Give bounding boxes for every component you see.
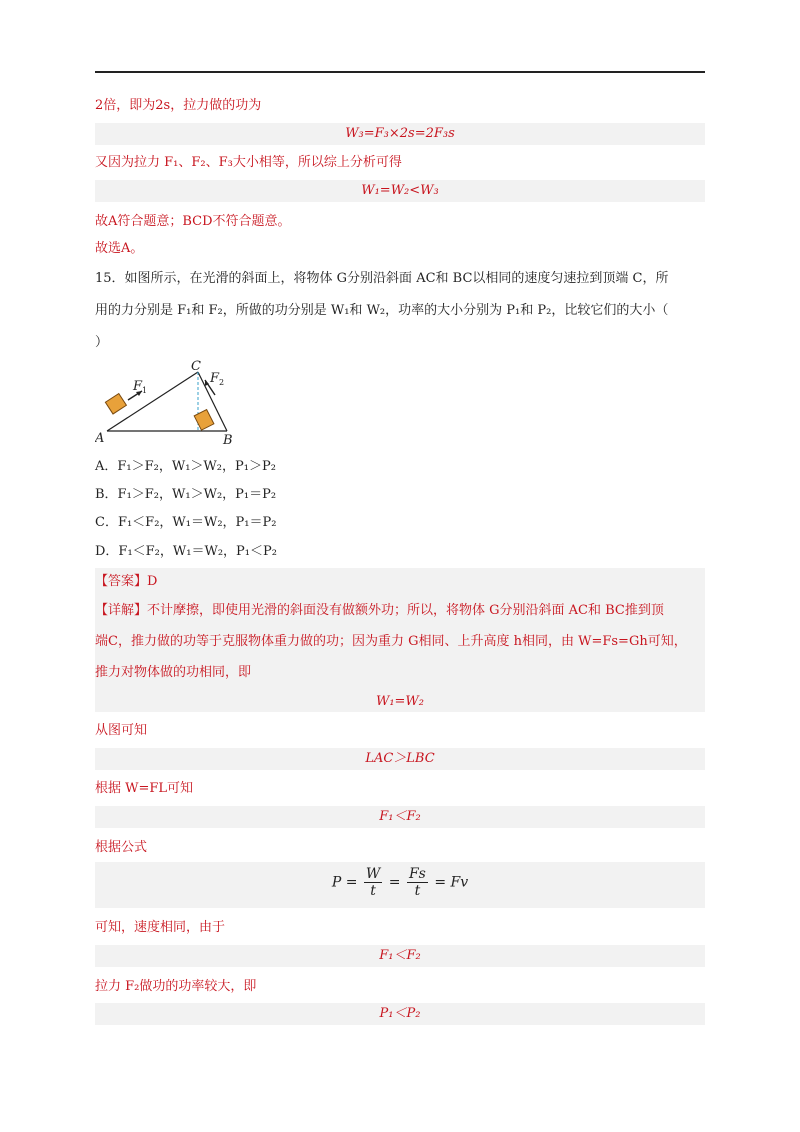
text-line: 从图可知 [95,723,148,738]
fraction-den: t [370,883,376,899]
detail-text: 【详解】不计摩擦，即使用光滑的斜面没有做额外功；所以，将物体 G分别沿斜面 AC和 BC推到顶 [95,603,664,618]
fraction [364,866,382,899]
label-c: C [191,359,201,374]
equation: W₁=W₂ [375,694,425,709]
fraction [407,866,428,899]
option-c[interactable]: C．F₁＜F₂，W₁＝W₂，P₁＝P₂ [95,515,277,530]
answer-label: 【答案】D [95,574,158,589]
detail-text: 推力对物体做的功相同，即 [95,665,252,680]
incline-figure [95,358,265,448]
equation: P₁＜P₂ [379,1006,421,1021]
formula-lhs: P [331,874,342,891]
equation: LAC＞LBC [365,751,435,766]
text-line: 拉力 F₂做功的功率较大，即 [95,979,257,994]
question-text: ） [95,335,109,350]
formula-eq: = [388,874,401,891]
question-text: 用的力分别是 F₁和 F₂，所做的功分别是 W₁和 W₂，功率的大小分别为 P₁和 P₂，比较它们的大小（ [95,303,669,318]
question-text: 15．如图所示，在光滑的斜面上，将物体 G分别沿斜面 AC和 BC以相同的速度匀速拉到顶端 C，所 [95,271,669,286]
label-f1: F [133,379,143,394]
header-rule [95,71,705,73]
label-f1-sub: 1 [142,386,148,395]
text-line: 根据公式 [95,840,148,855]
equation: W₃=F₃×2s=2F₃s [345,126,455,141]
text-line: 可知，速度相同，由于 [95,920,226,935]
option-d[interactable]: D．F₁＜F₂，W₁＝W₂，P₁＜P₂ [95,544,277,559]
label-f2-sub: 2 [219,378,225,387]
equation: F₁＜F₂ [379,948,421,963]
option-b[interactable]: B．F₁＞F₂，W₁＞W₂，P₁＝P₂ [95,487,277,502]
block-left [105,394,126,414]
fraction-num: Fs [408,866,426,882]
power-formula [95,866,705,899]
text-line: 故A符合题意；BCD不符合题意。 [95,214,291,229]
formula-eq: = [345,874,358,891]
formula-rhs: Fv [450,874,469,891]
fraction-den: t [414,883,421,899]
text-line: 又因为拉力 F₁、F₂、F₃大小相等，所以综上分析可得 [95,155,402,170]
label-a: A [95,431,105,446]
detail-text: 端C，推力做的功等于克服物体重力做的功；因为重力 G相同、上升高度 h相同，由 W=Fs=Gh可知， [95,634,687,649]
label-b: B [223,433,233,448]
formula-eq: = [434,874,447,891]
label-f2: F [210,371,220,386]
text-line: 2倍，即为2s，拉力做的功为 [95,98,262,113]
fraction-num: W [365,866,381,882]
equation: W₁=W₂<W₃ [361,183,439,198]
text-line: 根据 W=FL可知 [95,781,194,796]
equation: F₁＜F₂ [379,809,421,824]
text-line: 故选A。 [95,241,144,256]
block-right [194,410,214,431]
option-a[interactable]: A．F₁＞F₂，W₁＞W₂，P₁＞P₂ [95,459,276,474]
